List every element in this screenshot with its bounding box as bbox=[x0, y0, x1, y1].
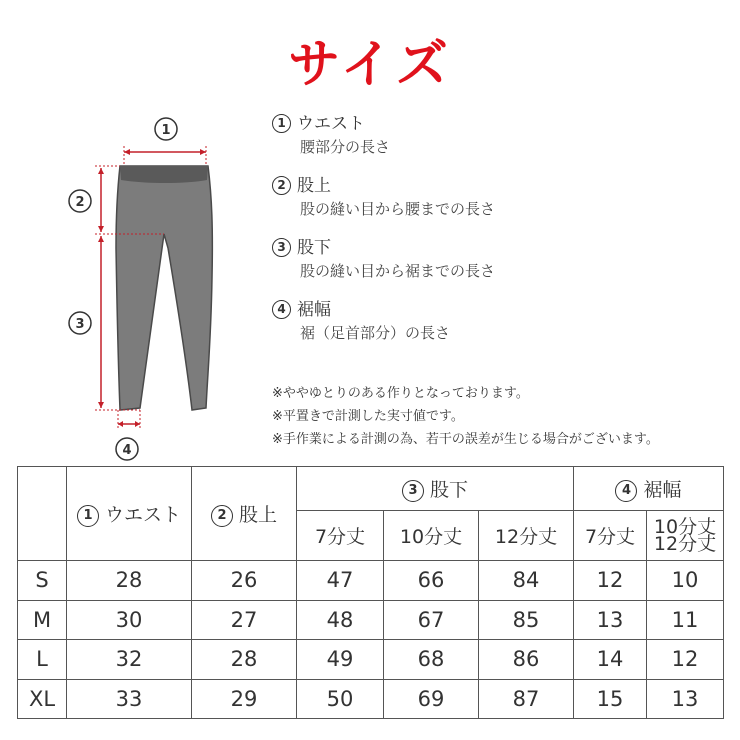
num-badge: 4 bbox=[272, 300, 291, 319]
cell-inseam-10: 66 bbox=[384, 561, 479, 601]
cell-rise: 27 bbox=[192, 600, 297, 640]
cell-inseam-12: 84 bbox=[479, 561, 574, 601]
description-item bbox=[272, 298, 732, 344]
note-text: ※手作業による計測の為、若干の誤差が生じる場合がございます。 bbox=[272, 432, 659, 447]
cell-hem-7: 12 bbox=[574, 561, 647, 601]
note-text: ※平置きで計測した実寸値です。 bbox=[272, 409, 464, 424]
cell-rise: 29 bbox=[192, 679, 297, 719]
cell-inseam-10: 69 bbox=[384, 679, 479, 719]
description-item bbox=[272, 112, 732, 158]
description-name: ウエスト bbox=[297, 114, 365, 134]
cell-waist: 28 bbox=[67, 561, 192, 601]
cell-hem-10-12: 10 bbox=[647, 561, 724, 601]
size-label: L bbox=[18, 640, 67, 680]
cell-inseam-7: 50 bbox=[297, 679, 384, 719]
description-detail: 股の縫い目から腰までの長さ bbox=[300, 200, 496, 218]
table-row bbox=[18, 640, 724, 680]
leggings-shape bbox=[116, 166, 212, 410]
cell-inseam-10: 68 bbox=[384, 640, 479, 680]
description-name: 股上 bbox=[297, 176, 331, 196]
description-detail: 裾（足首部分）の長さ bbox=[300, 324, 451, 342]
label-2: 2 bbox=[75, 195, 85, 210]
note-text: ※ややゆとりのある作りとなっております。 bbox=[272, 386, 529, 401]
page-title: サイズ bbox=[288, 35, 452, 95]
cell-rise: 26 bbox=[192, 561, 297, 601]
corner-cell bbox=[18, 467, 67, 561]
description-detail: 腰部分の長さ bbox=[300, 138, 391, 156]
description-detail: 股の縫い目から裾までの長さ bbox=[300, 262, 496, 280]
leggings-illustration bbox=[60, 108, 230, 468]
description-item bbox=[272, 174, 732, 220]
subheader-hem-7: 7分丈 bbox=[574, 511, 647, 561]
cell-inseam-10: 67 bbox=[384, 600, 479, 640]
cell-waist: 33 bbox=[67, 679, 192, 719]
table-row bbox=[18, 561, 724, 601]
table-row bbox=[18, 600, 724, 640]
cell-hem-10-12: 12 bbox=[647, 640, 724, 680]
cell-waist: 32 bbox=[67, 640, 192, 680]
label-4: 4 bbox=[122, 443, 132, 458]
cell-hem-10-12: 13 bbox=[647, 679, 724, 719]
cell-waist: 30 bbox=[67, 600, 192, 640]
cell-inseam-7: 49 bbox=[297, 640, 384, 680]
cell-hem-7: 14 bbox=[574, 640, 647, 680]
notes bbox=[272, 382, 732, 451]
size-label: S bbox=[18, 561, 67, 601]
size-table bbox=[17, 466, 724, 719]
description-item bbox=[272, 236, 732, 282]
num-badge: 3 bbox=[272, 238, 291, 257]
num-badge: 2 bbox=[272, 176, 291, 195]
subheader-inseam-12: 12分丈 bbox=[479, 511, 574, 561]
header-hem: 4 裾幅 bbox=[574, 467, 724, 511]
label-1: 1 bbox=[161, 123, 171, 138]
header-waist: 1 ウエスト bbox=[67, 467, 192, 561]
table-row bbox=[18, 679, 724, 719]
subheader-inseam-10: 10分丈 bbox=[384, 511, 479, 561]
subheader-hem-10-12: 10分丈 12分丈 bbox=[647, 511, 724, 561]
size-label: M bbox=[18, 600, 67, 640]
description-name: 裾幅 bbox=[297, 300, 331, 320]
cell-inseam-7: 48 bbox=[297, 600, 384, 640]
header-inseam: 3 股下 bbox=[297, 467, 574, 511]
cell-hem-10-12: 11 bbox=[647, 600, 724, 640]
num-badge: 1 bbox=[272, 114, 291, 133]
cell-inseam-12: 85 bbox=[479, 600, 574, 640]
cell-inseam-12: 86 bbox=[479, 640, 574, 680]
label-3: 3 bbox=[75, 317, 85, 332]
cell-hem-7: 13 bbox=[574, 600, 647, 640]
measurement-diagram bbox=[60, 108, 230, 468]
cell-rise: 28 bbox=[192, 640, 297, 680]
header-rise: 2 股上 bbox=[192, 467, 297, 561]
description-name: 股下 bbox=[297, 238, 331, 258]
cell-hem-7: 15 bbox=[574, 679, 647, 719]
measurement-descriptions bbox=[272, 112, 732, 360]
subheader-inseam-7: 7分丈 bbox=[297, 511, 384, 561]
size-label: XL bbox=[18, 679, 67, 719]
cell-inseam-12: 87 bbox=[479, 679, 574, 719]
cell-inseam-7: 47 bbox=[297, 561, 384, 601]
